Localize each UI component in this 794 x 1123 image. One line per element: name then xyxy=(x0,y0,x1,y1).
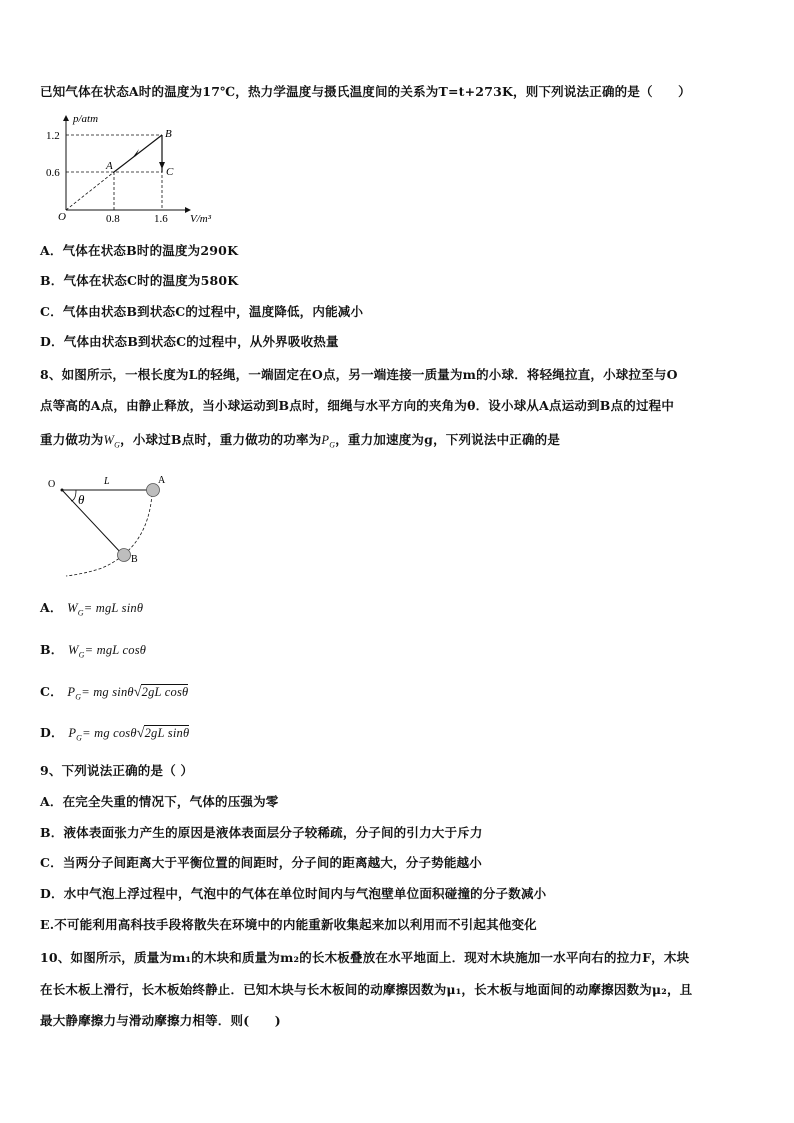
x-tick-1.6: 1.6 xyxy=(154,213,168,225)
q7-stem: 已知气体在状态A时的温度为17℃，热力学温度与摄氏温度间的关系为T=t+273K，则下列说法正确的是（ ） xyxy=(40,84,691,99)
q9-option-b[interactable]: B．液体表面张力产生的原因是液体表面层分子较稀疏，分子间的引力大于斥力 xyxy=(40,825,483,840)
q9-option-c[interactable]: C．当两分子间距离大于平衡位置的间距时，分子间的距离越大，分子势能越小 xyxy=(40,855,482,870)
q9-stem: 9、下列说法正确的是（ ） xyxy=(40,763,194,778)
q9-option-a[interactable]: A．在完全失重的情况下，气体的压强为零 xyxy=(40,794,279,809)
q10-stem-line-3: 最大静摩擦力与滑动摩擦力相等．则( ) xyxy=(40,1013,281,1028)
angle-arc xyxy=(71,490,76,501)
arrow-down-icon xyxy=(159,162,165,169)
label-l: L xyxy=(104,476,110,487)
q9-option-e[interactable]: E.不可能利用高科技手段将散失在环境中的内能重新收集起来加以利用而不引起其他变化 xyxy=(40,917,537,932)
label-b: B xyxy=(131,554,138,565)
process-a-to-b xyxy=(114,135,162,172)
q10-stem-line-1: 10、如图所示，质量为m₁的木块和质量为m₂的长木板叠放在水平地面上．现对木块施加一水平向右的拉力F，木块 xyxy=(40,950,690,965)
y-tick-1.2: 1.2 xyxy=(46,130,60,142)
q8-option-b[interactable]: B． $W_G=$ mgL cosθ xyxy=(40,642,147,660)
x-tick-0.8: 0.8 xyxy=(106,213,120,225)
y-tick-0.6: 0.6 xyxy=(46,167,60,179)
q8-stem-line-1: 8、如图所示，一根长度为L的轻绳，一端固定在O点，另一端连接一质量为m的小球．将轻绳拉直，小球拉至与O xyxy=(40,367,678,382)
q8-stem-line-2: 点等高的A点，由静止释放，当小球运动到B点时，细绳与水平方向的夹角为θ．设小球从A点运动到B点的过程中 xyxy=(40,398,675,413)
label-theta: θ xyxy=(78,492,85,507)
point-label-c: C xyxy=(166,166,174,178)
y-axis-label: p/atm xyxy=(73,113,99,125)
q9-option-d[interactable]: D．水中气泡上浮过程中，气泡中的气体在单位时间内与气泡壁单位面积碰撞的分子数减小 xyxy=(40,886,547,901)
q10-stem-line-2: 在长木板上滑行，长木板始终静止．已知木块与长木板间的动摩擦因数为μ₁，长木板与地面间的动摩擦因数为μ₂，且 xyxy=(40,982,693,997)
q8-option-a[interactable]: A． $W_G=$ mgL sinθ xyxy=(40,600,144,618)
q8-option-d[interactable]: D． $P_G=$ mg cosθ√2gL sinθ xyxy=(40,725,190,743)
q7-pv-graph xyxy=(40,108,240,228)
q8-pendulum-figure xyxy=(40,470,180,585)
label-o: O xyxy=(48,479,56,490)
point-label-a: A xyxy=(106,160,113,172)
q7-option-a[interactable]: A．气体在状态B时的温度为290K xyxy=(40,243,239,258)
q7-option-b[interactable]: B．气体在状态C时的温度为580K xyxy=(40,273,239,288)
x-axis-label: V/m³ xyxy=(190,213,212,225)
q7-option-c[interactable]: C．气体由状态B到状态C的过程中，温度降低，内能减小 xyxy=(40,304,364,319)
rope-o-to-b xyxy=(62,490,122,554)
q7-option-d[interactable]: D．气体由状态B到状态C的过程中，从外界吸收热量 xyxy=(40,334,339,349)
q8-option-c[interactable]: C． $P_G=$ mg sinθ√2gL cosθ xyxy=(40,684,189,702)
point-label-b: B xyxy=(165,128,172,140)
ball-b xyxy=(118,549,131,562)
label-a: A xyxy=(158,475,166,486)
origin-label: O xyxy=(58,211,66,223)
q8-stem-line-3: 重力做功为$W_G$，小球过B点时，重力做功的功率为$P_G$，重力加速度为g，下列说法中正确的是 xyxy=(40,432,561,450)
